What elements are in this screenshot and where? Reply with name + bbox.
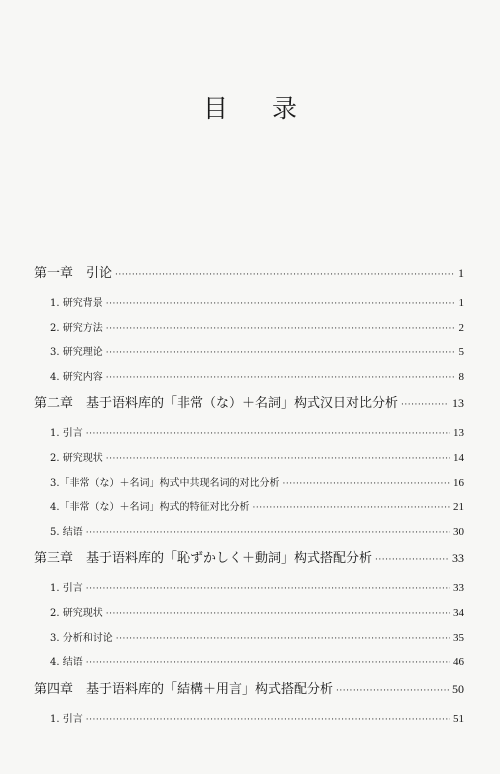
dot-leader	[106, 299, 456, 309]
toc-page-number: 33	[453, 582, 464, 595]
toc-entry-label: 1. 引言	[50, 428, 83, 440]
toc-section-entry[interactable]	[34, 424, 464, 449]
toc-chapter-entry[interactable]	[34, 678, 464, 710]
toc-entry-label: 1. 研究背景	[50, 298, 103, 309]
toc-chapter-entry[interactable]	[34, 392, 464, 424]
toc-section-entry[interactable]	[34, 629, 464, 654]
toc-page-number: 13	[452, 396, 464, 411]
toc-entry-label: 3.「非常（な）＋名词」构式中共现名词的对比分析	[50, 477, 280, 489]
dot-leader	[106, 609, 450, 619]
dot-leader	[86, 429, 450, 439]
dot-leader	[106, 348, 456, 358]
toc-section-entry[interactable]	[34, 368, 464, 393]
toc-entry-label: 第三章 基于语料库的「恥ずかしく＋動詞」构式搭配分析	[34, 551, 373, 567]
dot-leader	[106, 454, 450, 464]
toc-entry-label: 1. 引言	[50, 713, 83, 725]
toc-page-number: 30	[453, 525, 464, 538]
toc-page-number: 13	[453, 427, 464, 440]
toc-page-number: 33	[452, 551, 464, 566]
dot-leader	[115, 270, 455, 280]
toc-page-number: 16	[453, 476, 464, 489]
toc-entry-label: 4. 研究内容	[50, 371, 103, 383]
toc-entry-label: 1. 引言	[50, 583, 83, 595]
dot-leader	[86, 715, 450, 725]
toc-page-number: 46	[453, 656, 464, 669]
toc-section-entry[interactable]	[34, 498, 464, 523]
toc-section-entry[interactable]	[34, 449, 464, 474]
toc-page-number: 8	[458, 370, 464, 383]
toc-section-entry[interactable]	[34, 319, 464, 344]
toc-page-number: 50	[452, 681, 464, 696]
toc-entry-label: 5. 结语	[50, 526, 83, 538]
toc-page-number: 1	[458, 297, 464, 309]
toc-chapter-entry[interactable]	[34, 262, 464, 294]
dot-leader	[86, 528, 450, 538]
toc-section-entry[interactable]	[34, 579, 464, 604]
dot-leader	[106, 373, 456, 383]
dot-leader	[116, 634, 450, 644]
toc-entry-label: 第四章 基于语料库的「結構＋用言」构式搭配分析	[34, 681, 334, 697]
table-of-contents	[34, 262, 464, 734]
toc-section-entry[interactable]	[34, 474, 464, 499]
dot-leader	[401, 400, 449, 410]
toc-section-entry[interactable]	[34, 604, 464, 629]
dot-leader	[86, 584, 450, 594]
dot-leader	[86, 658, 450, 668]
toc-page-number: 51	[453, 712, 464, 725]
toc-entry-label: 4. 结语	[50, 657, 83, 669]
dot-leader	[375, 555, 449, 565]
toc-entry-label: 3. 分析和讨论	[50, 632, 113, 644]
dot-leader	[336, 686, 449, 696]
toc-entry-label: 第二章 基于语料库的「非常（な）＋名詞」构式汉日对比分析	[34, 396, 399, 412]
toc-entry-label: 第一章 引论	[34, 266, 113, 281]
toc-page-number: 35	[453, 631, 464, 644]
toc-page-number: 34	[453, 606, 464, 619]
toc-section-entry[interactable]	[34, 294, 464, 319]
toc-chapter-entry[interactable]	[34, 547, 464, 579]
toc-page-number: 14	[453, 451, 464, 464]
toc-section-entry[interactable]	[34, 523, 464, 548]
toc-page-number: 1	[458, 266, 464, 280]
dot-leader	[253, 503, 450, 513]
toc-section-entry[interactable]	[34, 343, 464, 368]
dot-leader	[106, 324, 456, 334]
toc-entry-label: 3. 研究理论	[50, 347, 103, 359]
toc-section-entry[interactable]	[34, 653, 464, 678]
page-title: 目 录	[203, 94, 315, 123]
toc-entry-label: 2. 研究方法	[50, 322, 103, 334]
toc-section-entry[interactable]	[34, 710, 464, 735]
toc-entry-label: 2. 研究现状	[50, 452, 103, 464]
toc-page-number: 2	[458, 321, 464, 334]
toc-page-number: 5	[458, 346, 464, 359]
toc-entry-label: 2. 研究现状	[50, 607, 103, 619]
toc-page-number: 21	[453, 501, 464, 514]
dot-leader	[283, 479, 450, 489]
toc-entry-label: 4.「非常（な）＋名词」构式的特征对比分析	[50, 502, 250, 514]
